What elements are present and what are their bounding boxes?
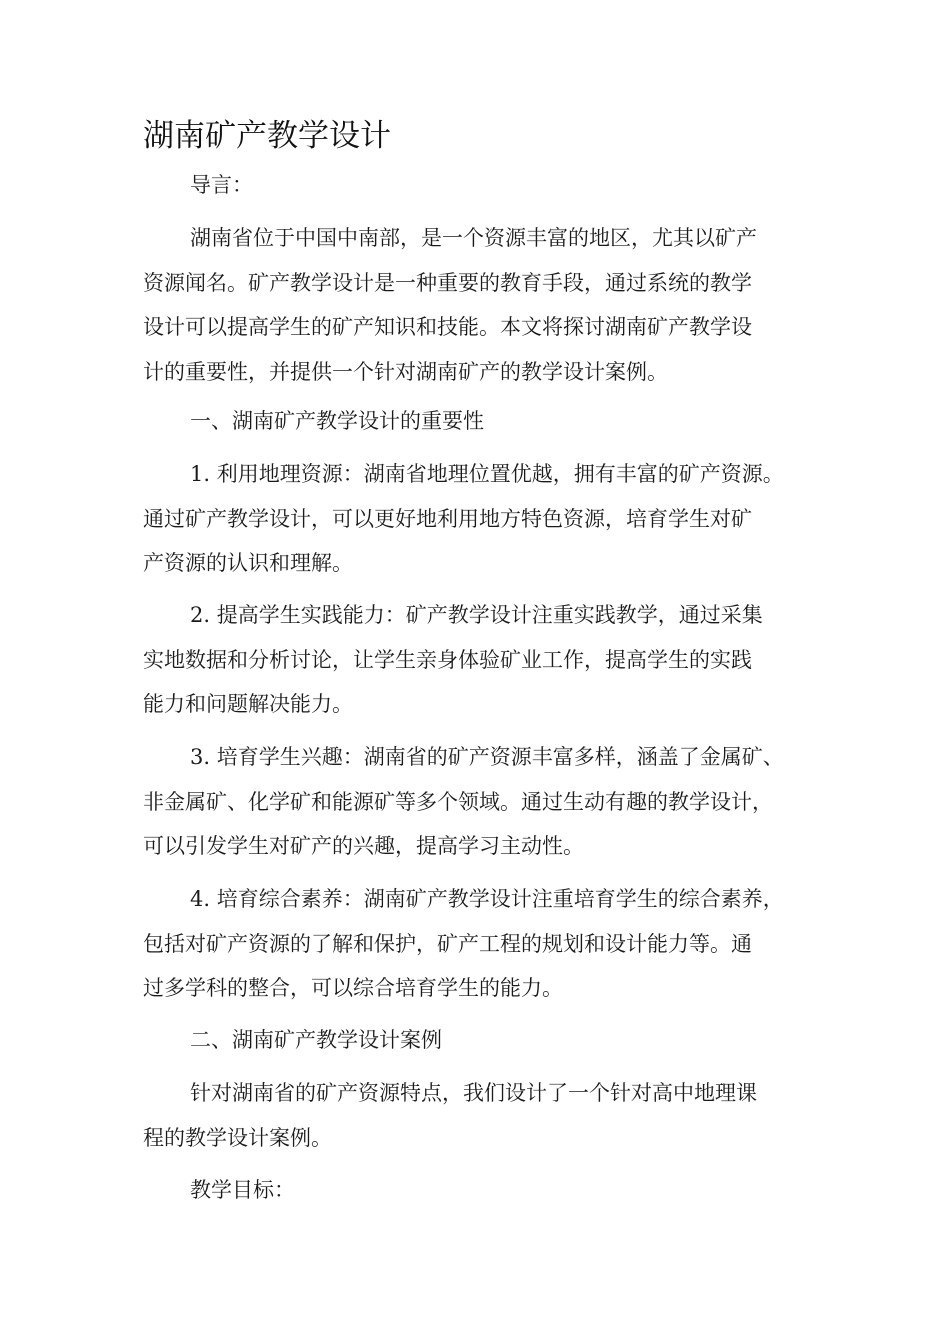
section-heading-importance (143, 399, 823, 444)
list-item-3 (143, 735, 823, 869)
paragraph-line: 能力和问题解决能力。 (143, 692, 353, 716)
paragraph-line: 过多学科的整合，可以综合培育学生的能力。 (143, 976, 563, 1000)
paragraph-line: 程的教学设计案例。 (143, 1125, 332, 1150)
paragraph-line: 可以引发学生对矿产的兴趣，提高学习主动性。 (143, 834, 584, 858)
paragraph-line: 设计可以提高学生的矿产知识和技能。本文将探讨湖南矿产教学设 (143, 315, 752, 339)
list-item-2 (143, 593, 823, 727)
paragraph-intro-heading (143, 163, 823, 208)
paragraph-line: 4. 培育综合素养：湖南矿产教学设计注重培育学生的综合素养， (190, 887, 784, 911)
paragraph-line: 1. 利用地理资源：湖南省地理位置优越，拥有丰富的矿产资源。 (190, 462, 784, 486)
paragraph-case-body (143, 1071, 823, 1160)
paragraph-line: 一、湖南矿产教学设计的重要性 (190, 409, 484, 433)
paragraph-line: 通过矿产教学设计，可以更好地利用地方特色资源，培育学生对矿 (143, 506, 752, 531)
paragraph-line: 针对湖南省的矿产资源特点，我们设计了一个针对高中地理课 (190, 1081, 757, 1105)
list-item-1 (143, 452, 823, 586)
paragraph-line: 教学目标： (190, 1178, 295, 1202)
paragraph-line: 包括对矿产资源的了解和保护，矿产工程的规划和设计能力等。通 (143, 931, 752, 956)
paragraph-line: 资源闻名。矿产教学设计是一种重要的教育手段，通过系统的教学 (143, 270, 752, 295)
paragraph-line: 产资源的认识和理解。 (143, 551, 353, 575)
paragraph-line: 2. 提高学生实践能力：矿产教学设计注重实践教学，通过采集 (190, 603, 763, 627)
paragraph-line: 计的重要性，并提供一个针对湖南矿产的教学设计案例。 (143, 359, 668, 384)
paragraph-line: 湖南省位于中国中南部，是一个资源丰富的地区，尤其以矿产 (190, 226, 757, 250)
paragraph-line: 3. 培育学生兴趣：湖南省的矿产资源丰富多样，涵盖了金属矿、 (190, 745, 784, 769)
list-item-4 (143, 877, 823, 1011)
paragraph-intro-body (143, 216, 823, 394)
paragraph-line: 非金属矿、化学矿和能源矿等多个领域。通过生动有趣的教学设计， (143, 789, 773, 814)
paragraph-line: 导言： (190, 173, 253, 197)
paragraph-line: 实地数据和分析讨论，让学生亲身体验矿业工作，提高学生的实践 (143, 647, 752, 672)
paragraph-objectives-heading (143, 1168, 823, 1213)
document-title: 湖南矿产教学设计 (143, 118, 391, 154)
section-heading-case (143, 1018, 823, 1063)
paragraph-line: 二、湖南矿产教学设计案例 (190, 1028, 442, 1052)
